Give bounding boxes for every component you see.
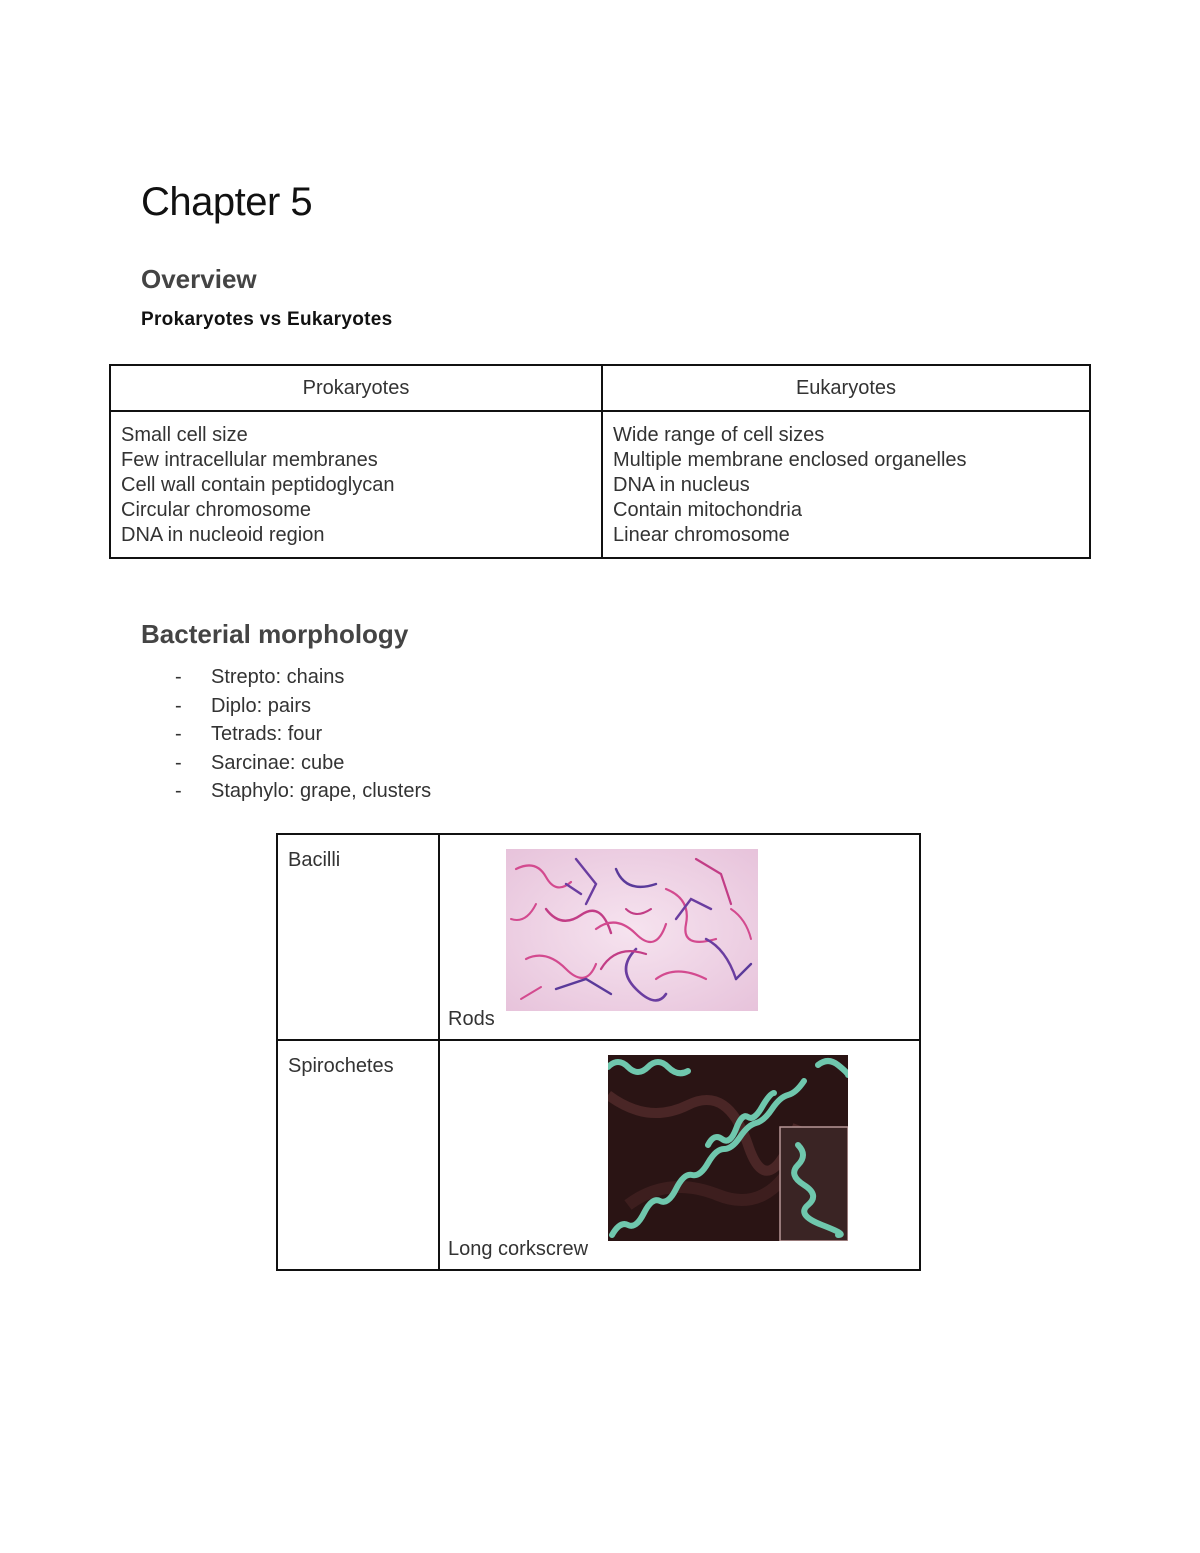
shape-name-bacilli: Bacilli [277, 834, 439, 1040]
shape-image-cell [439, 834, 920, 1040]
prokaryotes-cell [110, 411, 602, 558]
list-item-text: Tetrads: four [211, 723, 323, 745]
table-row [277, 834, 920, 1040]
table-row [110, 411, 1090, 558]
prokaryote-trait: Small cell size [121, 424, 248, 446]
shape-image-cell [439, 1040, 920, 1270]
prokaryote-eukaryote-table [109, 364, 1091, 559]
bacilli-micrograph-image [506, 849, 758, 1011]
eukaryote-trait: Linear chromosome [613, 524, 790, 546]
eukaryote-trait: Contain mitochondria [613, 499, 802, 521]
list-item-text: Staphylo: grape, clusters [211, 780, 432, 802]
eukaryote-trait: Multiple membrane enclosed organelles [613, 449, 967, 471]
list-item-text: Diplo: pairs [211, 694, 312, 717]
list-item [175, 777, 431, 806]
prokaryote-trait: Circular chromosome [121, 499, 312, 521]
header-eukaryotes: Eukaryotes [602, 365, 1090, 411]
shape-description-long-corkscrew: Long corkscrew [448, 1238, 589, 1260]
list-item [175, 692, 431, 721]
shape-name-spirochetes: Spirochetes [277, 1040, 439, 1270]
bacteria-shapes-table [276, 833, 921, 1271]
bullet-dash: - [175, 666, 182, 688]
prokaryote-trait: DNA in nucleoid region [121, 524, 325, 546]
bullet-dash: - [175, 751, 182, 774]
bullet-dash: - [175, 723, 182, 745]
page-title: Chapter 5 [141, 180, 313, 224]
list-item [175, 720, 431, 749]
list-item-text: Sarcinae: cube [211, 751, 345, 774]
prokaryote-trait: Few intracellular membranes [121, 449, 378, 471]
shape-description-rods: Rods [448, 1008, 495, 1030]
eukaryotes-cell [602, 411, 1090, 558]
list-item [175, 663, 431, 692]
table-header-row [110, 365, 1090, 411]
prokaryote-trait: Cell wall contain peptidoglycan [121, 474, 395, 496]
morphology-heading: Bacterial morphology [141, 619, 409, 649]
bullet-dash: - [175, 780, 182, 802]
spirochete-micrograph-image [608, 1055, 848, 1241]
bullet-dash: - [175, 694, 182, 717]
overview-heading: Overview [141, 264, 257, 294]
list-item [175, 749, 431, 778]
table-row [277, 1040, 920, 1270]
morphology-list [175, 663, 431, 806]
list-item-text: Strepto: chains [211, 666, 345, 688]
eukaryote-trait: DNA in nucleus [613, 474, 750, 496]
comparison-subheading: Prokaryotes vs Eukaryotes [141, 309, 393, 330]
eukaryote-trait: Wide range of cell sizes [613, 424, 825, 446]
header-prokaryotes: Prokaryotes [110, 365, 602, 411]
